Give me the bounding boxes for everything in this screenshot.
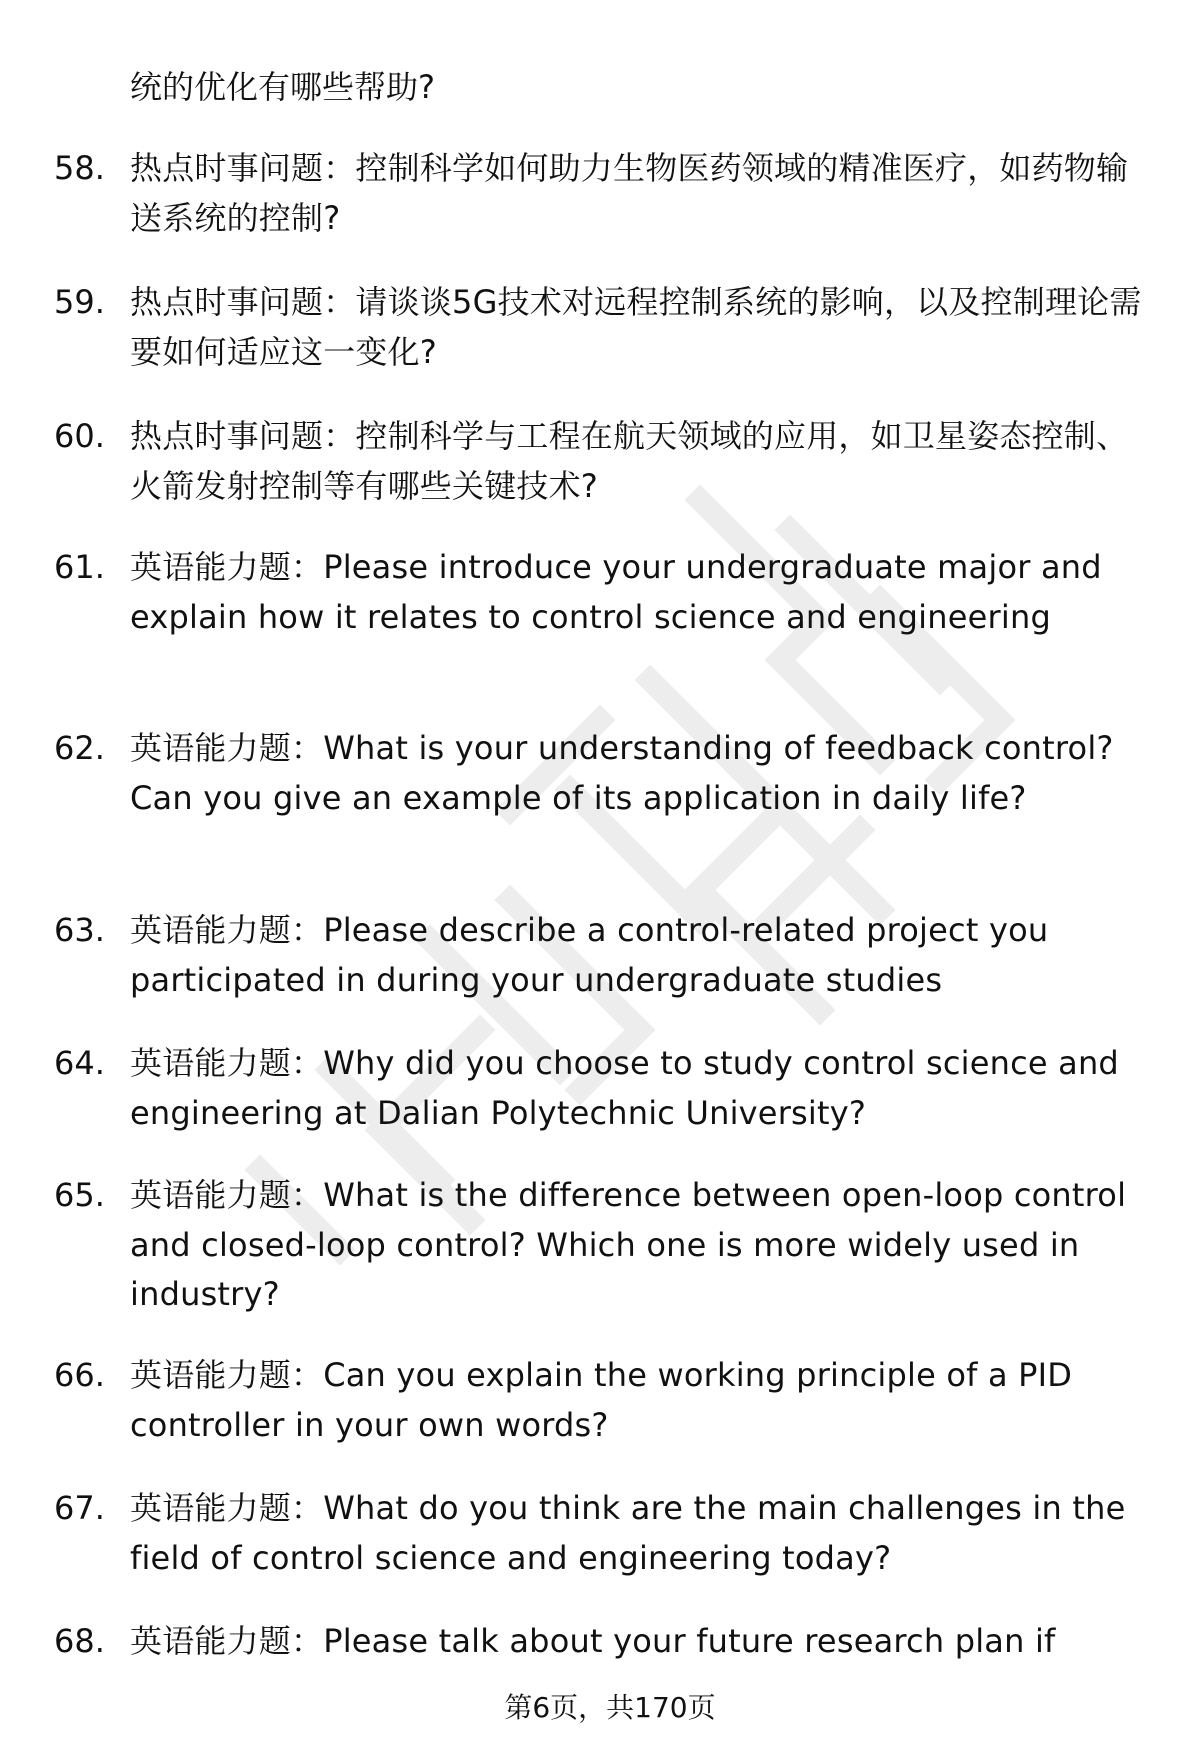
question-body: 请谈谈5G技术对远程控制系统的影响，以及控制理论需要如何适应这一变化? — [130, 283, 1142, 371]
page-number-label: 第6页，共170页 — [504, 1691, 716, 1724]
question-number: 66. — [54, 1356, 105, 1394]
question-number: 65. — [54, 1176, 105, 1214]
question-number: 59. — [54, 283, 105, 321]
question-body: What is your understanding of feedback control? Can you give an example of its application in daily life? — [130, 729, 1114, 817]
question-number: 68. — [54, 1622, 105, 1660]
question-text — [130, 724, 1160, 823]
question-category: 英语能力题： — [130, 548, 324, 586]
question-category: 英语能力题： — [130, 1489, 324, 1527]
page-footer — [0, 1688, 1200, 1728]
question-number: 61. — [54, 548, 105, 586]
question-text — [130, 412, 1160, 511]
question-number: 58. — [54, 149, 105, 187]
question-text — [130, 1039, 1160, 1138]
question-category: 英语能力题： — [130, 1622, 324, 1660]
question-number: 60. — [54, 417, 105, 455]
question-body: Please describe a control-related project you participated in during your undergraduate studies — [130, 911, 1049, 999]
question-body: Why did you choose to study control science and engineering at Dalian Polytechnic University? — [130, 1044, 1119, 1132]
question-text — [130, 1617, 1160, 1667]
question-category: 英语能力题： — [130, 1044, 324, 1082]
question-category: 英语能力题： — [130, 1356, 324, 1394]
question-body: 控制科学与工程在航天领域的应用，如卫星姿态控制、火箭发射控制等有哪些关键技术? — [130, 417, 1129, 505]
question-category: 热点时事问题： — [130, 149, 356, 187]
question-category: 英语能力题： — [130, 911, 324, 949]
question-category: 热点时事问题： — [130, 283, 356, 321]
continuation-text: 统的优化有哪些帮助? — [130, 68, 435, 106]
question-number: 64. — [54, 1044, 105, 1082]
question-body: What is the difference between open-loop control and closed-loop control? Which one is more widely used in industry? — [130, 1176, 1127, 1313]
question-text — [130, 1351, 1160, 1450]
question-text — [130, 1171, 1160, 1320]
question-number: 63. — [54, 911, 105, 949]
question-body: Please talk about your future research plan if — [323, 1622, 1056, 1660]
question-text — [130, 144, 1160, 243]
question-text — [130, 543, 1160, 642]
question-category: 英语能力题： — [130, 729, 324, 767]
question-category: 热点时事问题： — [130, 417, 356, 455]
question-number: 62. — [54, 729, 105, 767]
question-body: What do you think are the main challenges in the field of control science and engineering today? — [130, 1489, 1126, 1577]
question-text — [130, 1484, 1160, 1583]
question-body: Please introduce your undergraduate major and explain how it relates to control science and engineering — [130, 548, 1102, 636]
question-text — [130, 906, 1160, 1005]
question-number: 67. — [54, 1489, 105, 1527]
question-category: 英语能力题： — [130, 1176, 324, 1214]
question-body: Can you explain the working principle of a PID controller in your own words? — [130, 1356, 1073, 1444]
question-body: 控制科学如何助力生物医药领域的精准医疗，如药物输送系统的控制? — [130, 149, 1129, 237]
question-text — [130, 278, 1160, 377]
